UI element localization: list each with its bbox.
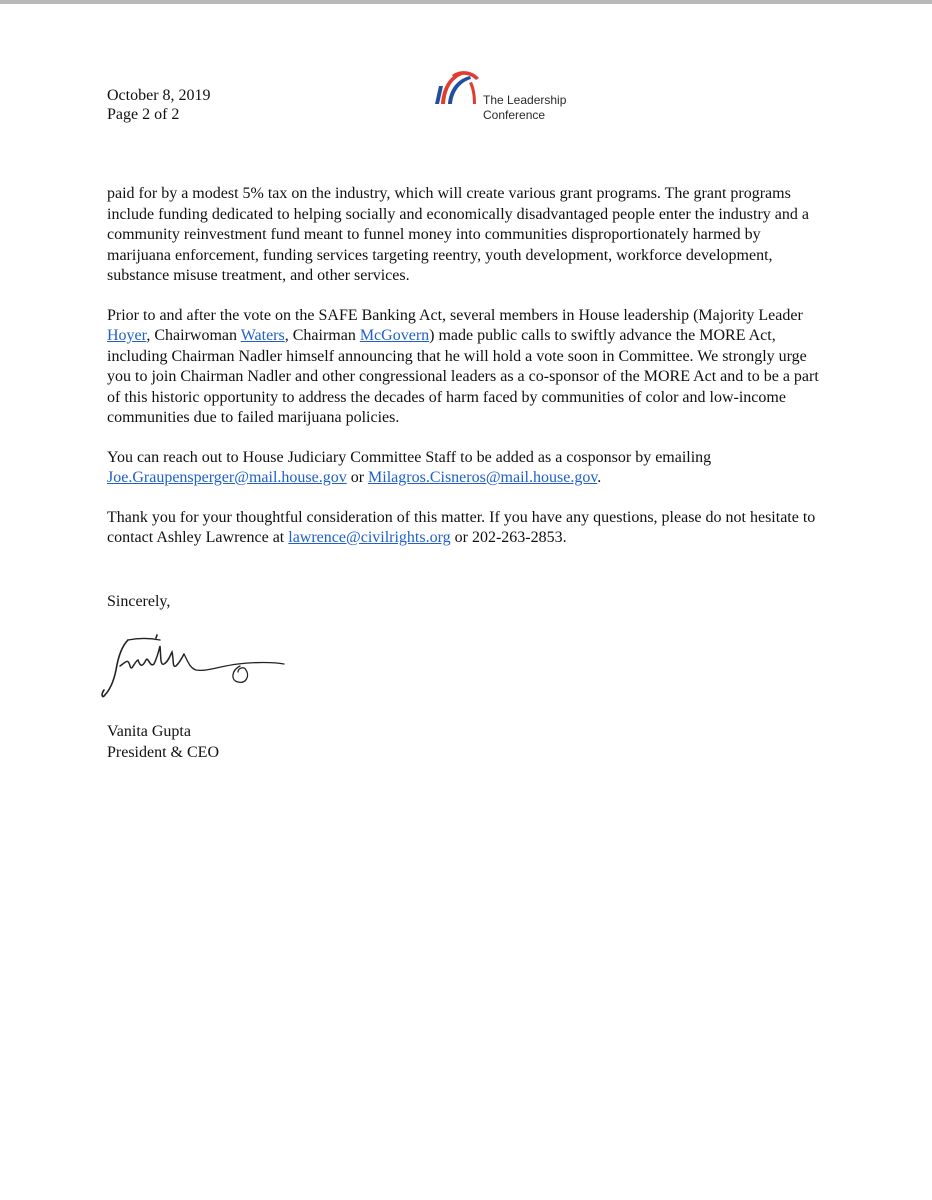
link-hoyer[interactable]: Hoyer: [107, 327, 147, 344]
text-segment: or 202-263-2853.: [450, 529, 567, 546]
leadership-conference-logo: [430, 64, 600, 130]
text-segment: .: [597, 469, 602, 486]
text-segment: , Chairman: [284, 327, 360, 344]
paragraph-contact-staff: [107, 448, 823, 489]
logo-text-line1: The Leadership: [483, 93, 567, 107]
link-mcgovern[interactable]: McGovern: [359, 327, 430, 344]
paragraph-funding: paid for by a modest 5% tax on the industry, which will create various grant programs. The grant programs include funding dedicated to helping socially and economically disadvantaged people enter the industry and a community reinvestment fund meant to funnel money into communities disproportionately harmed by marijuana enforcement, funding services targeting reentry, youth development, workforce development, substance misuse treatment, and other services.: [107, 185, 809, 284]
signature-image: [98, 632, 298, 702]
logo-mark-icon: [430, 64, 482, 112]
text-segment: or: [346, 469, 369, 486]
page-number: Page 2 of 2: [107, 106, 180, 123]
page-top-edge: [0, 0, 932, 4]
signer-name: Vanita Gupta: [107, 723, 191, 740]
text-segment: You can reach out to House Judiciary Committee Staff to be added as a cosponsor by emailing: [107, 448, 712, 466]
letter-body: [107, 184, 823, 568]
paragraph-thank-you: [107, 508, 823, 549]
email-link-graupensperger[interactable]: Joe.Graupensperger@mail.house.gov: [107, 469, 347, 486]
text-segment: , Chairwoman: [146, 327, 241, 344]
link-waters[interactable]: Waters: [240, 327, 285, 344]
text-segment: ) made public calls to swiftly advance the MORE Act, including Chairman Nadler himself announcing that he will hold a vote soon in Committee. We strongly urge you to join Chairman Nadler and other congressional leaders as a co-sponsor of the MORE Act and to be a part of this historic opportunity to address the decades of harm faced by communities of color and low-income communities due to failed marijuana policies.: [107, 327, 819, 426]
logo-text-line2: Conference: [483, 108, 546, 122]
letter-date: October 8, 2019: [107, 87, 211, 104]
letter-date-block: [107, 86, 211, 124]
signer-block: [107, 721, 219, 763]
paragraph-house-leadership: [107, 306, 823, 429]
text-segment: Thank you for your thoughtful consideration of this matter. If you have any questions, please do not hesitate to contact Ashley Lawrence at: [107, 508, 816, 546]
text-segment: Prior to and after the vote on the SAFE Banking Act, several members in House leadership (Majority Leader: [107, 306, 803, 324]
salutation: Sincerely,: [107, 593, 171, 610]
logo-wordmark: [483, 93, 566, 123]
signer-title: President & CEO: [107, 744, 219, 761]
email-link-cisneros[interactable]: Milagros.Cisneros@mail.house.gov: [368, 469, 598, 486]
email-link-lawrence[interactable]: lawrence@civilrights.org: [288, 529, 451, 546]
